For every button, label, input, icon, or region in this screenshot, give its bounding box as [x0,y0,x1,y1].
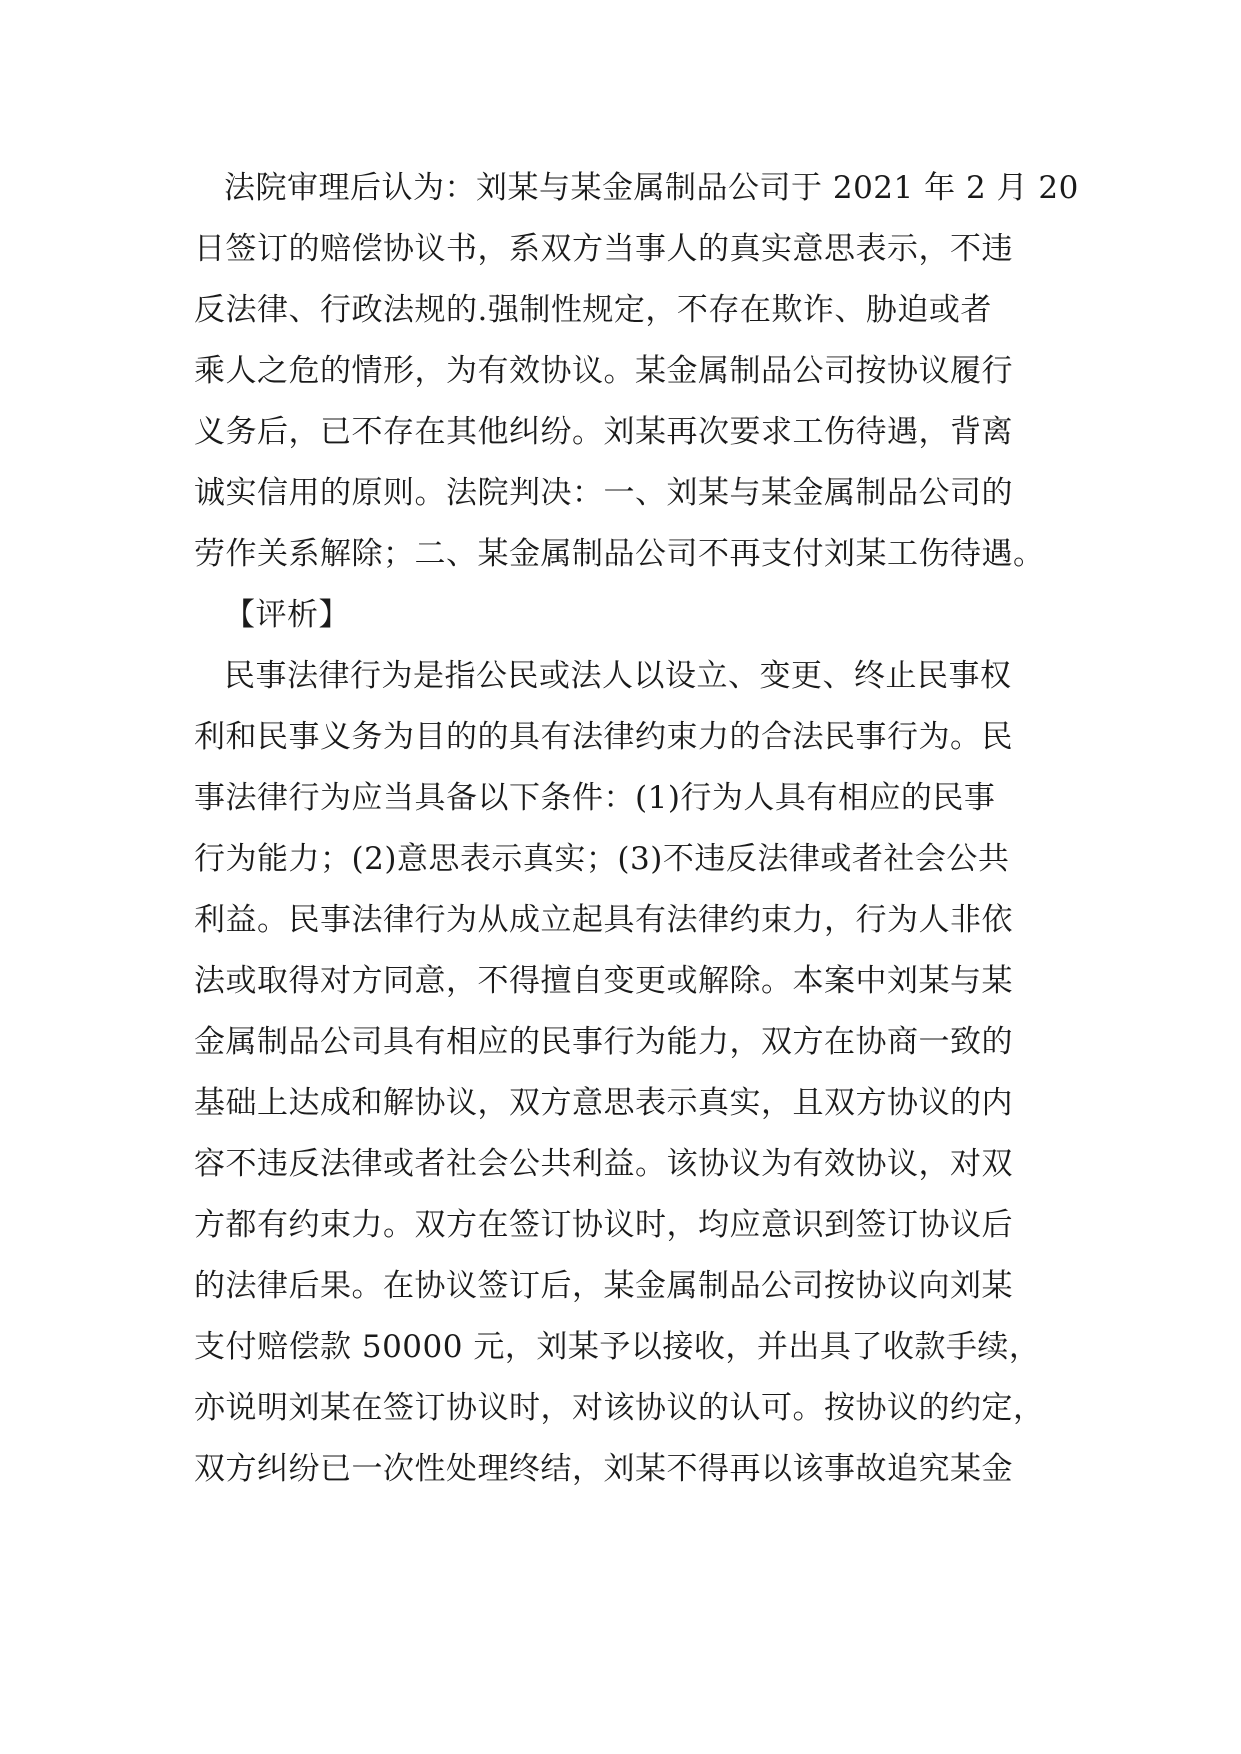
paragraph-2-line-9: 容不违反法律或者社会公共利益。该协议为有效协议，对双 [194,1146,1013,1182]
paragraph-2-line-13: 亦说明刘某在签订协议时，对该协议的认可。按协议的约定， [194,1390,1045,1426]
paragraph-2-line-10: 方都有约束力。双方在签订协议时，均应意识到签订协议后 [194,1207,1013,1243]
paragraph-2-line-4: 行为能力；(2)意思表示真实；(3)不违反法律或者社会公共 [194,841,1010,877]
section-heading-analysis: 【评析】 [224,597,350,633]
paragraph-2-line-12: 支付赔偿款 50000 元，刘某予以接收，并出具了收款手续， [194,1329,1041,1365]
paragraph-2-line-1: 民事法律行为是指公民或法人以设立、变更、终止民事权 [224,658,1012,694]
paragraph-1-line-3: 反法律、行政法规的.强制性规定，不存在欺诈、胁迫或者 [194,292,992,328]
paragraph-1-line-4: 乘人之危的情形，为有效协议。某金属制品公司按协议履行 [194,353,1013,389]
paragraph-2-line-11: 的法律后果。在协议签订后，某金属制品公司按协议向刘某 [194,1268,1013,1304]
paragraph-2-line-5: 利益。民事法律行为从成立起具有法律约束力，行为人非依 [194,902,1013,938]
paragraph-2-line-2: 利和民事义务为目的的具有法律约束力的合法民事行为。民 [194,719,1013,755]
paragraph-2-line-3: 事法律行为应当具备以下条件：(1)行为人具有相应的民事 [194,780,996,816]
paragraph-1-line-1: 法院审理后认为：刘某与某金属制品公司于 2021 年 2 月 20 [224,170,1079,206]
paragraph-2-line-8: 基础上达成和解协议，双方意思表示真实，且双方协议的内 [194,1085,1013,1121]
paragraph-2-line-14: 双方纠纷已一次性处理终结，刘某不得再以该事故追究某金 [194,1451,1013,1487]
paragraph-1-line-6: 诚实信用的原则。法院判决：一、刘某与某金属制品公司的 [194,475,1013,511]
paragraph-1-line-5: 义务后，已不存在其他纠纷。刘某再次要求工伤待遇，背离 [194,414,1013,450]
paragraph-1-line-7: 劳作关系解除；二、某金属制品公司不再支付刘某工伤待遇。 [194,536,1045,572]
paragraph-1-line-2: 日签订的赔偿协议书，系双方当事人的真实意思表示，不违 [194,231,1013,267]
paragraph-2-line-7: 金属制品公司具有相应的民事行为能力，双方在协商一致的 [194,1024,1013,1060]
paragraph-2-line-6: 法或取得对方同意，不得擅自变更或解除。本案中刘某与某 [194,963,1013,999]
